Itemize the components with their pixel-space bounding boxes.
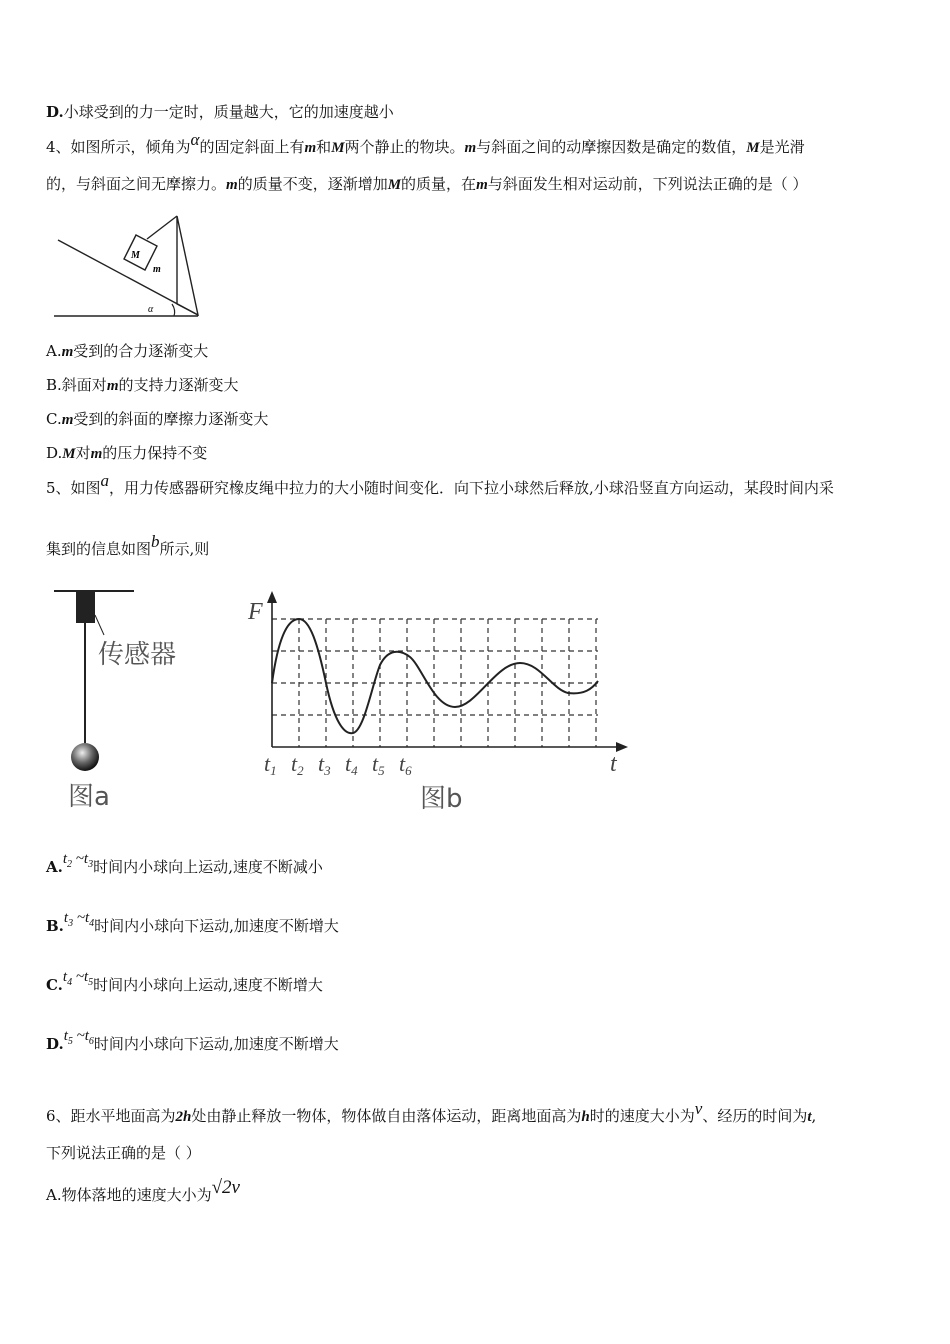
q5-option-a [46,851,323,884]
option-text: 时间内小球向上运动,速度不断减小 [93,858,323,876]
grid [272,619,598,747]
option-label: D. [46,444,63,462]
var-m: m [61,344,74,360]
option-text: 物体落地的速度大小为 [61,1186,212,1204]
q6-text: 6、距水平地面高为 [46,1107,176,1125]
var-m: m [61,412,74,428]
tick-t2: t2 [291,751,304,778]
x-ticks [264,751,412,778]
option-text: 的压力保持不变 [102,444,208,462]
y-axis-label: F [248,599,263,625]
q5-line-1 [46,471,834,498]
var-M: M [62,446,76,462]
figure-b [240,585,640,825]
var-M: M [746,140,760,156]
option-text: 受到的合力逐渐变大 [73,342,209,360]
tick-t5: t5 [372,751,385,778]
figure-a [48,585,208,815]
incline-figure [50,212,210,324]
ball [71,743,99,771]
var-v: v [694,1099,703,1118]
fig-ref-a: a [100,471,110,490]
q6-text: 处由静止释放一物体，物体做自由落体运动，距离地面高为 [191,1107,582,1125]
tilde: ~ [76,1028,85,1044]
fig-ref-b: b [151,532,160,551]
option-label: C. [46,976,63,994]
tilde: ~ [76,910,85,926]
t-sub: 4 [89,918,95,929]
q6-text: , [811,1107,817,1125]
block-m-label: m [153,264,161,275]
q4-text: 与斜面之间的动摩擦因数是确定的数值， [476,138,747,156]
q4-line-1 [46,130,805,158]
q4-text: 两个静止的物块。 [344,138,465,156]
time-range [62,851,94,870]
q4-option-a [46,341,208,362]
q4-text: 是光滑 [759,138,805,156]
block-M-label: M [131,250,140,261]
option-text: 时间内小球向下运动,加速度不断增大 [94,917,339,935]
figure-a-caption: 图a [68,782,110,812]
t-sub: 2 [67,859,73,870]
time-range [62,969,94,988]
t-symbol: t [83,969,89,985]
t-symbol: t [62,851,68,867]
q4-text: 和 [316,138,332,156]
q5-text: ，用力传感器研究橡皮绳中拉力的大小随时间变化．向下拉小球然后释放,小球沿竖直方向运动，某段时间内采 [109,479,834,497]
tilde: ~ [75,851,84,867]
q6-text: 时的速度大小为 [589,1107,695,1125]
var-m: m [90,446,103,462]
option-label: D. [46,103,64,121]
option-label: C. [46,410,62,428]
option-label: D. [46,1035,64,1053]
t-symbol: t [62,969,68,985]
option-text: 小球受到的力一定时，质量越大，它的加速度越小 [63,103,394,121]
var-2h: 2h [175,1109,192,1125]
q5-text: 5、如图 [46,479,101,497]
q6-option-a [46,1177,240,1205]
q5-option-b [46,910,339,943]
q5-text: 集到的信息如图 [46,540,152,558]
option-label: B. [46,376,62,394]
tick-t4: t4 [345,751,358,778]
option-text: 斜面对 [61,376,107,394]
q4-option-c [46,409,268,430]
t-symbol: t [84,1028,89,1044]
var-h: h [581,1109,590,1125]
q4-option-b [46,375,239,396]
tilde: ~ [75,969,84,985]
option-text: 的支持力逐渐变大 [118,376,239,394]
option-text: 受到的斜面的摩擦力逐渐变大 [73,410,269,428]
prev-option-d [46,102,394,122]
t-sub: 6 [88,1036,94,1047]
var-m: m [304,140,317,156]
x-axis-label: t [610,751,617,777]
option-label: B. [46,917,64,935]
q6-text: 、经历的时间为 [702,1107,808,1125]
q6-line-1 [46,1099,817,1127]
option-label: A. [46,858,63,876]
var-M: M [387,177,402,193]
angle-label: α [148,304,154,315]
var-t: t [807,1109,812,1125]
q6-text: 下列说法正确的是（ ） [46,1144,201,1162]
t-sub: 4 [67,977,73,988]
alpha-symbol: α [190,130,200,149]
q4-text: 4、如图所示，倾角为 [46,138,191,156]
time-range [63,910,95,929]
option-text: 时间内小球向下运动,加速度不断增大 [93,1035,339,1053]
sensor-label: 传感器 [98,640,177,670]
sqrt2v-expression: √2v [211,1177,240,1198]
var-m: m [226,177,238,193]
q5-option-d [46,1028,339,1061]
t-sub: 3 [88,859,94,870]
q4-option-d [46,443,207,464]
tick-t6: t6 [399,751,412,778]
q4-text: 与斜面发生相对运动前，下列说法正确的是（ ） [487,175,808,193]
q4-line-2 [46,174,808,195]
var-m: m [464,140,477,156]
var-M: M [331,140,345,156]
tick-t3: t3 [318,751,331,778]
t-sub: 3 [68,918,74,929]
force-curve [272,619,598,733]
q6-line-2 [46,1143,201,1163]
option-label: A. [46,1186,62,1204]
t-symbol: t [63,1028,68,1044]
q4-text: 的，与斜面之间无摩擦力。 [46,175,227,193]
q5-option-c [46,969,323,1002]
t-symbol: t [63,910,69,926]
tick-t1: t1 [264,751,277,778]
figure-b-caption: 图b [420,784,463,814]
var-m: m [106,378,119,394]
q4-text: 的固定斜面上有 [199,138,305,156]
q5-line-2 [46,532,210,559]
q4-text: 的质量不变，逐渐增加 [237,175,388,193]
option-text: 时间内小球向上运动,速度不断增大 [93,976,323,994]
t-sub: 5 [67,1036,73,1047]
t-symbol: t [84,910,90,926]
time-range [63,1028,94,1047]
t-symbol: t [83,851,89,867]
t-sub: 5 [88,977,94,988]
q4-text: 的质量，在 [401,175,477,193]
q5-text: 所示,则 [159,540,210,558]
var-m: m [476,177,488,193]
option-label: A. [46,342,62,360]
option-text: 对 [75,444,91,462]
